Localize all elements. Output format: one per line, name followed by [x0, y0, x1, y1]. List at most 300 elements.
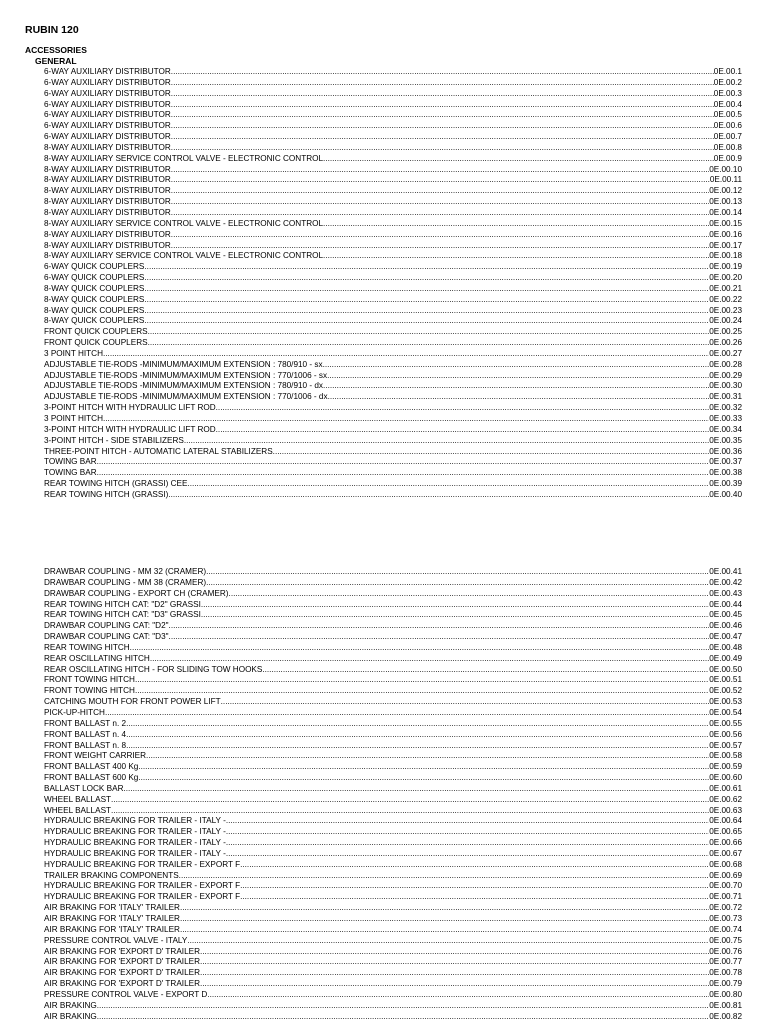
- index-entry[interactable]: [44, 827, 742, 838]
- entry-label: TOWING BAR: [44, 457, 97, 467]
- index-entry[interactable]: [44, 273, 742, 284]
- dot-leader: [148, 327, 710, 338]
- entry-code: 0E.00.70: [709, 881, 742, 891]
- entry-code: 0E.00.47: [709, 632, 742, 642]
- entry-code: 0E.00.74: [709, 924, 742, 934]
- dot-leader: [146, 751, 709, 762]
- index-entry[interactable]: [44, 708, 742, 719]
- entry-code: 0E.00.8: [713, 142, 742, 152]
- entry-code: 0E.00.37: [709, 457, 742, 467]
- index-entry[interactable]: [44, 175, 742, 186]
- index-entry[interactable]: [44, 1001, 742, 1012]
- index-entry[interactable]: [44, 490, 742, 501]
- dot-leader: [135, 686, 709, 697]
- entry-code: 0E.00.55: [709, 718, 742, 728]
- dot-leader: [130, 643, 710, 654]
- entry-label: FRONT BALLAST 600 Kg: [44, 773, 139, 783]
- entry-label: 6-WAY AUXILIARY DISTRIBUTOR: [44, 88, 171, 98]
- dot-leader: [97, 1001, 709, 1012]
- dot-leader: [187, 936, 709, 947]
- entry-label: REAR TOWING HITCH: [44, 642, 130, 652]
- entry-label: AIR BRAKING FOR 'ITALY' TRAILER: [44, 903, 180, 913]
- dot-leader: [240, 892, 709, 903]
- index-entry[interactable]: [44, 110, 742, 121]
- entry-label: 8-WAY AUXILIARY DISTRIBUTOR: [44, 229, 171, 239]
- index-entry[interactable]: [44, 208, 742, 219]
- index-entry[interactable]: [44, 306, 742, 317]
- dot-leader: [273, 447, 710, 458]
- entry-code: 0E.00.77: [709, 957, 742, 967]
- index-entry[interactable]: [44, 686, 742, 697]
- entry-code: 0E.00.16: [709, 229, 742, 239]
- index-entry[interactable]: [44, 381, 742, 392]
- dot-leader: [329, 371, 709, 382]
- entry-label: ADJUSTABLE TIE-RODS -MINIMUM/MAXIMUM EXTENSION : 780/910 - dx.: [44, 381, 326, 391]
- entry-label: WHEEL BALLAST: [44, 794, 112, 804]
- dot-leader: [144, 295, 709, 306]
- dot-leader: [171, 78, 714, 89]
- index-entry[interactable]: [44, 78, 742, 89]
- entry-label: REAR TOWING HITCH (GRASSI) CEE: [44, 479, 188, 489]
- entry-code: 0E.00.44: [709, 599, 742, 609]
- index-entry[interactable]: [44, 675, 742, 686]
- dot-leader: [111, 806, 709, 817]
- index-entry[interactable]: [44, 741, 742, 752]
- index-entry[interactable]: [44, 154, 742, 165]
- entry-label: PRESSURE CONTROL VALVE - ITALY: [44, 935, 188, 945]
- entry-code: 0E.00.79: [709, 979, 742, 989]
- dot-leader: [126, 741, 709, 752]
- entry-label: 6-WAY QUICK COUPLERS: [44, 273, 145, 283]
- entry-label: 8-WAY AUXILIARY DISTRIBUTOR: [44, 164, 171, 174]
- dot-leader: [97, 1012, 709, 1023]
- entry-label: REAR TOWING HITCH CAT: "D3" GRASSI: [44, 610, 201, 620]
- dot-leader: [138, 773, 709, 784]
- dot-leader: [216, 403, 710, 414]
- entry-code: 0E.00.78: [709, 968, 742, 978]
- entry-code: 0E.00.28: [709, 359, 742, 369]
- entry-code: 0E.00.58: [709, 751, 742, 761]
- entry-code: 0E.00.6: [713, 121, 742, 131]
- entry-code: 0E.00.34: [709, 424, 742, 434]
- entry-label: DRAWBAR COUPLING CAT: "D2": [44, 621, 169, 631]
- index-entry[interactable]: [44, 730, 742, 741]
- dot-leader: [200, 947, 709, 958]
- dot-leader: [216, 425, 710, 436]
- entry-code: 0E.00.22: [709, 294, 742, 304]
- entry-code: 0E.00.65: [709, 827, 742, 837]
- entry-label: HYDRAULIC BREAKING FOR TRAILER - ITALY -: [44, 827, 226, 837]
- index-entry[interactable]: [44, 186, 742, 197]
- dot-leader: [221, 697, 710, 708]
- entry-code: 0E.00.11: [709, 175, 742, 185]
- entry-code: 0E.00.18: [709, 251, 742, 261]
- index-entry[interactable]: [44, 621, 742, 632]
- entry-label: 8-WAY QUICK COUPLERS: [44, 294, 145, 304]
- index-entry[interactable]: [44, 589, 742, 600]
- dot-leader: [169, 621, 710, 632]
- index-entry[interactable]: [44, 67, 742, 78]
- entry-label: HYDRAULIC BREAKING FOR TRAILER - ITALY -: [44, 848, 226, 858]
- dot-leader: [144, 284, 709, 295]
- index-entry[interactable]: [44, 751, 742, 762]
- index-entry[interactable]: [44, 89, 742, 100]
- index-entry[interactable]: [44, 578, 742, 589]
- entry-code: 0E.00.76: [709, 946, 742, 956]
- entry-label: CATCHING MOUTH FOR FRONT POWER LIFT: [44, 697, 221, 707]
- index-entry[interactable]: [44, 468, 742, 479]
- index-entry[interactable]: [44, 251, 742, 262]
- index-entry[interactable]: [44, 860, 742, 871]
- entry-label: HYDRAULIC BREAKING FOR TRAILER - ITALY -: [44, 816, 226, 826]
- dot-leader: [226, 827, 709, 838]
- index-entry[interactable]: [44, 762, 742, 773]
- entry-code: 0E.00.31: [709, 392, 742, 402]
- index-entry[interactable]: [44, 957, 742, 968]
- entry-label: 8-WAY QUICK COUPLERS: [44, 283, 145, 293]
- entry-code: 0E.00.4: [713, 99, 742, 109]
- entry-code: 0E.00.20: [709, 273, 742, 283]
- index-entry[interactable]: [44, 360, 742, 371]
- dot-leader: [325, 381, 709, 392]
- entry-label: FRONT WEIGHT CARRIER: [44, 751, 147, 761]
- entry-code: 0E.00.14: [709, 207, 742, 217]
- index-entry[interactable]: [44, 806, 742, 817]
- dot-leader: [200, 979, 709, 990]
- entry-code: 0E.00.39: [709, 479, 742, 489]
- index-entry[interactable]: [44, 414, 742, 425]
- entry-label: FRONT QUICK COUPLERS: [44, 338, 148, 348]
- entry-code: 0E.00.23: [709, 305, 742, 315]
- entry-label: 6-WAY AUXILIARY DISTRIBUTOR: [44, 67, 171, 76]
- dot-leader: [201, 610, 709, 621]
- index-entry[interactable]: [44, 284, 742, 295]
- entry-code: 0E.00.21: [709, 283, 742, 293]
- dot-leader: [180, 903, 709, 914]
- entry-label: DRAWBAR COUPLING CAT: "D3": [44, 632, 169, 642]
- index-entry[interactable]: [44, 881, 742, 892]
- index-list-group-2: [44, 567, 742, 1022]
- entry-label: 8-WAY AUXILIARY SERVICE CONTROL VALVE - ELECTRONIC CONTROL: [44, 153, 324, 163]
- entry-code: 0E.00.73: [709, 914, 742, 923]
- entry-label: FRONT TOWING HITCH: [44, 675, 135, 685]
- entry-label: 8-WAY AUXILIARY SERVICE CONTROL VALVE - ELECTRONIC CONTROL: [44, 218, 324, 228]
- entry-label: 6-WAY AUXILIARY DISTRIBUTOR: [44, 77, 171, 87]
- dot-leader: [97, 468, 710, 479]
- dot-leader: [187, 479, 709, 490]
- index-entry[interactable]: [44, 914, 742, 925]
- index-entry[interactable]: [44, 165, 742, 176]
- entry-label: BALLAST LOCK BAR: [44, 783, 124, 793]
- dot-leader: [180, 925, 709, 936]
- entry-label: 8-WAY AUXILIARY DISTRIBUTOR: [44, 240, 171, 250]
- dot-leader: [171, 132, 714, 143]
- entry-label: WHEEL BALLAST: [44, 805, 112, 815]
- dot-leader: [262, 665, 709, 676]
- index-entry[interactable]: [44, 457, 742, 468]
- dot-leader: [200, 968, 709, 979]
- entry-label: 3-POINT HITCH WITH HYDRAULIC LIFT ROD: [44, 424, 216, 434]
- entry-label: FRONT QUICK COUPLERS: [44, 327, 148, 337]
- entry-code: 0E.00.26: [709, 338, 742, 348]
- entry-label: 6-WAY AUXILIARY DISTRIBUTOR: [44, 121, 171, 131]
- entry-label: FRONT BALLAST n. 2: [44, 718, 127, 728]
- entry-code: 0E.00.67: [709, 848, 742, 858]
- entry-code: 0E.00.10: [709, 164, 742, 174]
- index-entry[interactable]: [44, 925, 742, 936]
- entry-label: AIR BRAKING FOR 'EXPORT D' TRAILER: [44, 946, 200, 956]
- entry-code: 0E.00.61: [709, 783, 742, 793]
- dot-leader: [123, 784, 709, 795]
- entry-label: THREE-POINT HITCH - AUTOMATIC LATERAL STABILIZERS: [44, 446, 273, 456]
- entry-label: FRONT TOWING HITCH: [44, 686, 135, 696]
- entry-code: 0E.00.35: [709, 435, 742, 445]
- entry-code: 0E.00.15: [709, 218, 742, 228]
- index-entry[interactable]: [44, 871, 742, 882]
- dot-leader: [206, 567, 709, 578]
- index-entry[interactable]: [44, 327, 742, 338]
- dot-leader: [144, 262, 709, 273]
- index-entry[interactable]: [44, 643, 742, 654]
- entry-label: FRONT BALLAST 400 Kg: [44, 762, 139, 772]
- dot-leader: [138, 762, 709, 773]
- dot-leader: [144, 273, 709, 284]
- entry-code: 0E.00.60: [709, 773, 742, 783]
- entry-label: 8-WAY AUXILIARY DISTRIBUTOR: [44, 197, 171, 207]
- entry-label: 8-WAY QUICK COUPLERS: [44, 316, 145, 326]
- entry-code: 0E.00.38: [709, 468, 742, 478]
- entry-label: 3 POINT HITCH: [44, 348, 103, 358]
- dot-leader: [97, 457, 710, 468]
- index-entry[interactable]: [44, 392, 742, 403]
- entry-code: 0E.00.75: [709, 935, 742, 945]
- index-entry[interactable]: [44, 1012, 742, 1023]
- index-entry[interactable]: [44, 316, 742, 327]
- dot-leader: [325, 360, 709, 371]
- entry-code: 0E.00.81: [709, 1000, 742, 1010]
- dot-leader: [171, 89, 714, 100]
- index-entry[interactable]: [44, 425, 742, 436]
- dot-leader: [144, 316, 709, 327]
- dot-leader: [240, 860, 709, 871]
- entry-label: 8-WAY QUICK COUPLERS: [44, 305, 145, 315]
- index-entry[interactable]: [44, 295, 742, 306]
- entry-code: 0E.00.50: [709, 664, 742, 674]
- entry-code: 0E.00.30: [709, 381, 742, 391]
- dot-leader: [200, 957, 709, 968]
- dot-leader: [171, 175, 710, 186]
- index-entry[interactable]: [44, 816, 742, 827]
- dot-leader: [323, 154, 714, 165]
- entry-code: 0E.00.33: [709, 414, 742, 423]
- index-entry[interactable]: [44, 968, 742, 979]
- entry-label: AIR BRAKING FOR 'ITALY' TRAILER: [44, 914, 180, 923]
- entry-code: 0E.00.66: [709, 838, 742, 848]
- entry-label: 8-WAY AUXILIARY SERVICE CONTROL VALVE - ELECTRONIC CONTROL: [44, 251, 324, 261]
- index-entry[interactable]: [44, 567, 742, 578]
- index-entry[interactable]: [44, 903, 742, 914]
- dot-leader: [135, 675, 709, 686]
- index-entry[interactable]: [44, 665, 742, 676]
- index-entry[interactable]: [44, 121, 742, 132]
- entry-label: 8-WAY AUXILIARY DISTRIBUTOR: [44, 142, 171, 152]
- entry-code: 0E.00.25: [709, 327, 742, 337]
- index-entry[interactable]: [44, 338, 742, 349]
- entry-code: 0E.00.24: [709, 316, 742, 326]
- dot-leader: [330, 392, 709, 403]
- entry-label: HYDRAULIC BREAKING FOR TRAILER - ITALY -: [44, 838, 226, 848]
- index-list-group-1: [44, 67, 742, 501]
- dot-leader: [171, 110, 714, 121]
- entry-label: REAR OSCILLATING HITCH: [44, 653, 150, 663]
- entry-label: AIR BRAKING FOR 'EXPORT D' TRAILER: [44, 968, 200, 978]
- entry-label: 6-WAY AUXILIARY DISTRIBUTOR: [44, 132, 171, 142]
- dot-leader: [229, 589, 710, 600]
- index-entry[interactable]: [44, 447, 742, 458]
- index-entry[interactable]: [44, 979, 742, 990]
- entry-label: 3-POINT HITCH WITH HYDRAULIC LIFT ROD: [44, 403, 216, 413]
- entry-label: REAR OSCILLATING HITCH - FOR SLIDING TOW HOOKS: [44, 664, 263, 674]
- index-entry[interactable]: [44, 838, 742, 849]
- entry-label: REAR TOWING HITCH (GRASSI): [44, 489, 169, 499]
- entry-code: 0E.00.45: [709, 610, 742, 620]
- entry-code: 0E.00.53: [709, 697, 742, 707]
- entry-label: 6-WAY QUICK COUPLERS: [44, 262, 145, 272]
- index-entry[interactable]: [44, 219, 742, 230]
- dot-leader: [206, 578, 709, 589]
- index-entry[interactable]: [44, 719, 742, 730]
- entry-code: 0E.00.54: [709, 707, 742, 717]
- entry-label: 6-WAY AUXILIARY DISTRIBUTOR: [44, 99, 171, 109]
- dot-leader: [171, 143, 714, 154]
- entry-label: TRAILER BRAKING COMPONENTS: [44, 870, 179, 880]
- dot-leader: [171, 208, 709, 219]
- index-entry[interactable]: [44, 436, 742, 447]
- index-entry[interactable]: [44, 947, 742, 958]
- entry-code: 0E.00.36: [709, 446, 742, 456]
- dot-leader: [171, 165, 709, 176]
- index-entry[interactable]: [44, 936, 742, 947]
- entry-code: 0E.00.82: [709, 1011, 742, 1021]
- index-entry[interactable]: [44, 990, 742, 1001]
- entry-code: 0E.00.9: [713, 153, 742, 163]
- index-entry[interactable]: [44, 892, 742, 903]
- dot-leader: [168, 490, 709, 501]
- entry-code: 0E.00.59: [709, 762, 742, 772]
- entry-code: 0E.00.57: [709, 740, 742, 750]
- dot-leader: [169, 632, 710, 643]
- dot-leader: [226, 838, 709, 849]
- entry-label: PRESSURE CONTROL VALVE - EXPORT D: [44, 989, 208, 999]
- index-entry[interactable]: [44, 697, 742, 708]
- entry-label: ADJUSTABLE TIE-RODS -MINIMUM/MAXIMUM EXTENSION : 770/1006 - sx.: [44, 370, 330, 380]
- entry-code: 0E.00.52: [709, 686, 742, 696]
- dot-leader: [171, 197, 709, 208]
- index-entry[interactable]: [44, 241, 742, 252]
- entry-code: 0E.00.72: [709, 903, 742, 913]
- entry-code: 0E.00.51: [709, 675, 742, 685]
- dot-leader: [171, 121, 714, 132]
- dot-leader: [184, 436, 709, 447]
- entry-code: 0E.00.64: [709, 816, 742, 826]
- entry-label: 8-WAY AUXILIARY DISTRIBUTOR: [44, 186, 171, 196]
- dot-leader: [171, 100, 714, 111]
- dot-leader: [323, 251, 709, 262]
- dot-leader: [226, 816, 709, 827]
- index-entry[interactable]: [44, 479, 742, 490]
- entry-label: 6-WAY AUXILIARY DISTRIBUTOR: [44, 110, 171, 120]
- dot-leader: [126, 730, 709, 741]
- entry-code: 0E.00.40: [709, 489, 742, 499]
- index-entry[interactable]: [44, 600, 742, 611]
- entry-code: 0E.00.41: [709, 567, 742, 576]
- entry-code: 0E.00.27: [709, 348, 742, 358]
- dot-leader: [111, 795, 709, 806]
- entry-code: 0E.00.69: [709, 870, 742, 880]
- entry-code: 0E.00.13: [709, 197, 742, 207]
- index-entry[interactable]: [44, 349, 742, 360]
- index-entry[interactable]: [44, 132, 742, 143]
- entry-label: DRAWBAR COUPLING - EXPORT CH (CRAMER): [44, 588, 229, 598]
- index-entry[interactable]: [44, 230, 742, 241]
- entry-code: 0E.00.63: [709, 805, 742, 815]
- entry-code: 0E.00.12: [709, 186, 742, 196]
- entry-label: 3 POINT HITCH: [44, 414, 103, 423]
- document-title: RUBIN 120: [25, 24, 79, 36]
- subsection-heading: GENERAL: [35, 56, 77, 66]
- index-entry[interactable]: [44, 849, 742, 860]
- entry-label: ADJUSTABLE TIE-RODS -MINIMUM/MAXIMUM EXTENSION : 770/1006 - dx.: [44, 392, 330, 402]
- entry-label: AIR BRAKING: [44, 1011, 97, 1021]
- entry-label: HYDRAULIC BREAKING FOR TRAILER - EXPORT F: [44, 881, 241, 891]
- entry-code: 0E.00.46: [709, 621, 742, 631]
- index-entry[interactable]: [44, 100, 742, 111]
- entry-label: 8-WAY AUXILIARY DISTRIBUTOR: [44, 175, 171, 185]
- index-entry[interactable]: [44, 654, 742, 665]
- index-entry[interactable]: [44, 262, 742, 273]
- dot-leader: [179, 871, 710, 882]
- dot-leader: [201, 600, 709, 611]
- dot-leader: [171, 186, 709, 197]
- index-entry[interactable]: [44, 371, 742, 382]
- index-entry[interactable]: [44, 795, 742, 806]
- dot-leader: [171, 241, 709, 252]
- entry-code: 0E.00.3: [713, 88, 742, 98]
- index-entry[interactable]: [44, 610, 742, 621]
- entry-code: 0E.00.49: [709, 653, 742, 663]
- index-entry[interactable]: [44, 403, 742, 414]
- entry-code: 0E.00.32: [709, 403, 742, 413]
- dot-leader: [240, 881, 709, 892]
- index-entry[interactable]: [44, 143, 742, 154]
- entry-code: 0E.00.56: [709, 729, 742, 739]
- entry-label: FRONT BALLAST n. 8: [44, 740, 127, 750]
- entry-label: 3-POINT HITCH - SIDE STABILIZERS: [44, 435, 184, 445]
- index-entry[interactable]: [44, 773, 742, 784]
- entry-code: 0E.00.7: [713, 132, 742, 142]
- entry-code: 0E.00.43: [709, 588, 742, 598]
- index-entry[interactable]: [44, 197, 742, 208]
- entry-code: 0E.00.48: [709, 642, 742, 652]
- entry-code: 0E.00.71: [709, 892, 742, 902]
- entry-label: TOWING BAR: [44, 468, 97, 478]
- entry-code: 0E.00.2: [713, 77, 742, 87]
- dot-leader: [103, 349, 709, 360]
- dot-leader: [126, 719, 709, 730]
- entry-label: HYDRAULIC BREAKING FOR TRAILER - EXPORT F: [44, 859, 241, 869]
- index-entry[interactable]: [44, 632, 742, 643]
- index-entry[interactable]: [44, 784, 742, 795]
